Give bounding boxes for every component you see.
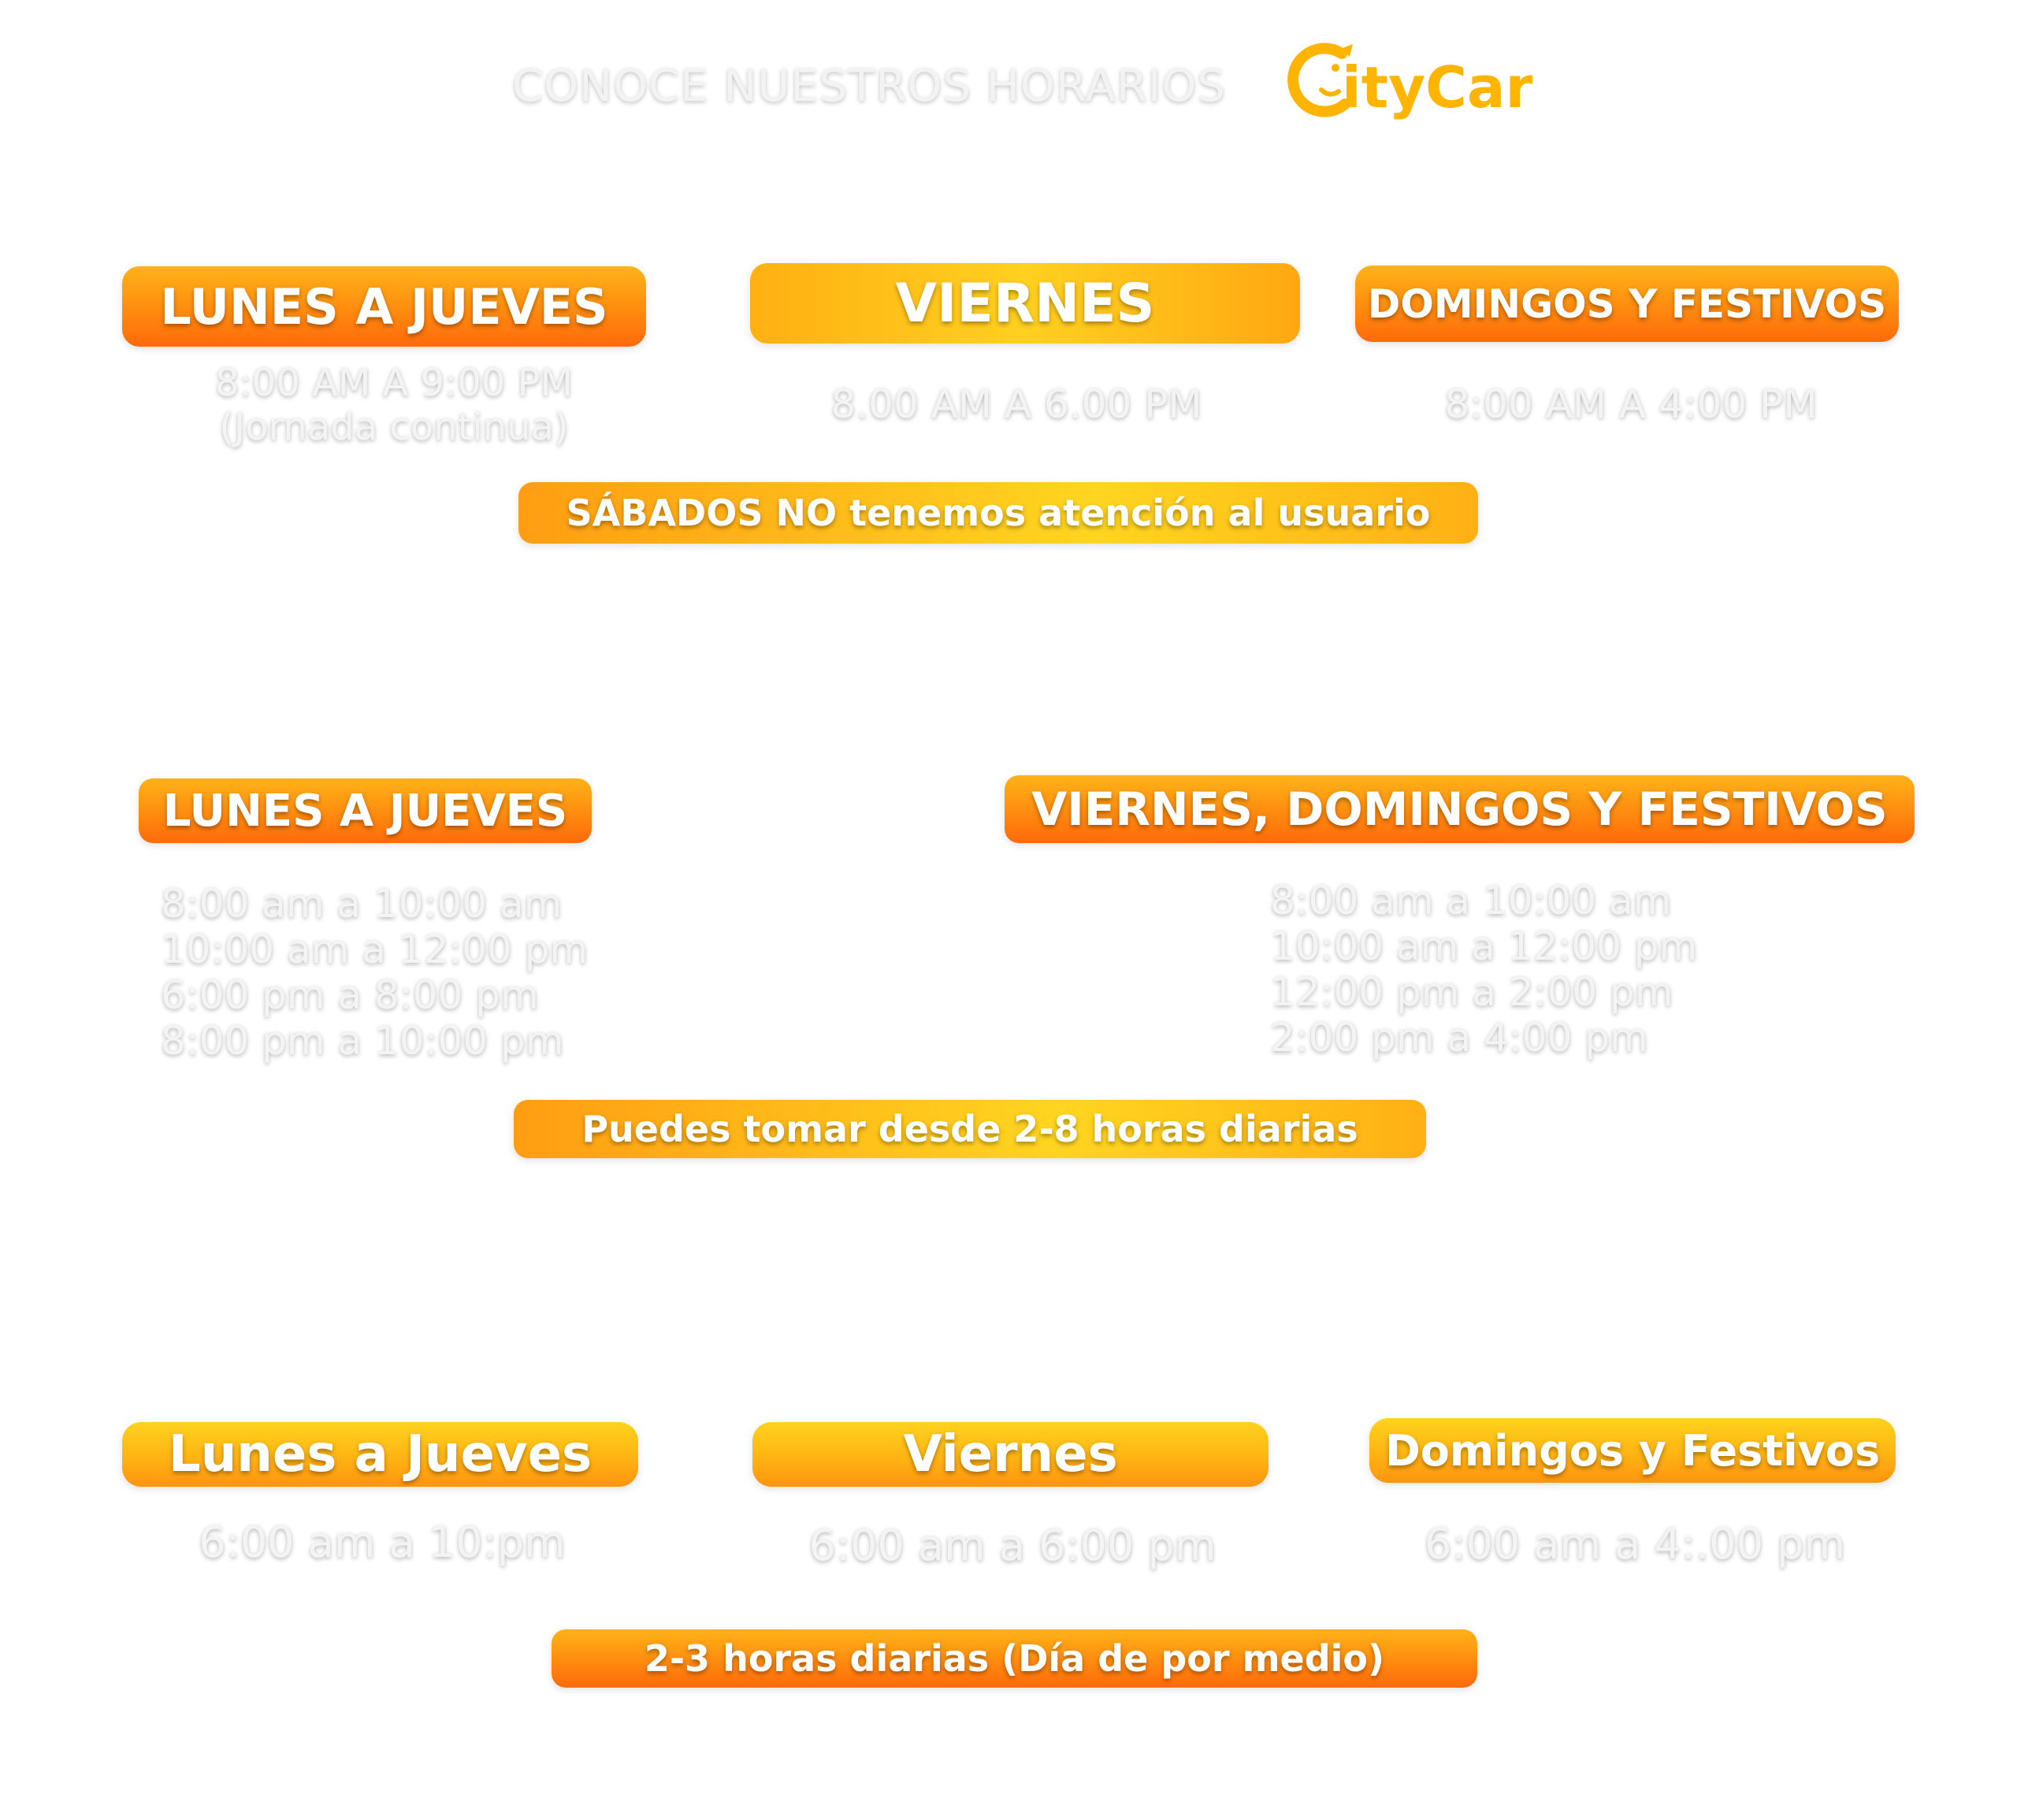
s1-mon-thu-hours-line1: 8:00 AM A 9:00 PM — [214, 361, 574, 405]
s2-fri-slot-1: 8:00 am a 10:00 am — [1270, 878, 1672, 923]
s1-mon-thu-hours — [173, 361, 615, 449]
s1-friday-hours: 8.00 AM A 6.00 PM — [830, 381, 1202, 427]
s3-friday-hours: 6:00 am a 6:00 pm — [808, 1521, 1217, 1570]
s2-mon-thu-label: LUNES A JUEVES — [139, 778, 592, 843]
s2-fri-sun-holidays-slots — [1270, 878, 1697, 1060]
s1-mon-thu-label: LUNES A JUEVES — [122, 266, 646, 347]
s3-friday-label: Viernes — [752, 1422, 1269, 1487]
s2-mon-thu-slot-1: 8:00 am a 10:00 am — [161, 881, 563, 927]
s2-mon-thu-slot-3: 6:00 pm a 8:00 pm — [161, 972, 539, 1018]
s1-sun-holidays-label: DOMINGOS Y FESTIVOS — [1355, 266, 1899, 342]
svg-text:ityCar: ityCar — [1342, 54, 1532, 121]
s3-mon-thu-hours: 6:00 am a 10:pm — [199, 1517, 566, 1567]
citycar-logo — [1280, 36, 1532, 123]
s2-fri-slot-3: 12:00 pm a 2:00 pm — [1270, 969, 1673, 1015]
s3-note: 2-3 horas diarias (Día de por medio) — [552, 1629, 1477, 1688]
s1-sun-holidays-hours: 8:00 AM A 4:00 PM — [1444, 381, 1818, 427]
s3-mon-thu-label: Lunes a Jueves — [122, 1422, 638, 1487]
s2-note: Puedes tomar desde 2-8 horas diarias — [514, 1100, 1426, 1158]
s1-saturday-note: SÁBADOS NO tenemos atención al usuario — [518, 482, 1478, 544]
page-title: CONOCE NUESTROS HORARIOS — [512, 60, 1226, 112]
s3-sun-holidays-hours: 6:00 am a 4:.00 pm — [1424, 1519, 1845, 1569]
s2-mon-thu-slot-2: 10:00 am a 12:00 pm — [161, 927, 589, 972]
s3-sun-holidays-label: Domingos y Festivos — [1369, 1418, 1896, 1483]
s2-fri-slot-2: 10:00 am a 12:00 pm — [1270, 923, 1698, 969]
s1-friday-label: VIERNES — [750, 263, 1300, 344]
logo-mark-icon — [1280, 36, 1532, 123]
s2-fri-sun-holidays-label: VIERNES, DOMINGOS Y FESTIVOS — [1005, 775, 1915, 843]
s2-fri-slot-4: 2:00 pm a 4:00 pm — [1270, 1015, 1648, 1060]
s2-mon-thu-slot-4: 8:00 pm a 10:00 pm — [161, 1018, 564, 1064]
s1-mon-thu-hours-line2: (Jornada continua) — [219, 405, 569, 449]
s2-mon-thu-slots — [161, 881, 588, 1064]
